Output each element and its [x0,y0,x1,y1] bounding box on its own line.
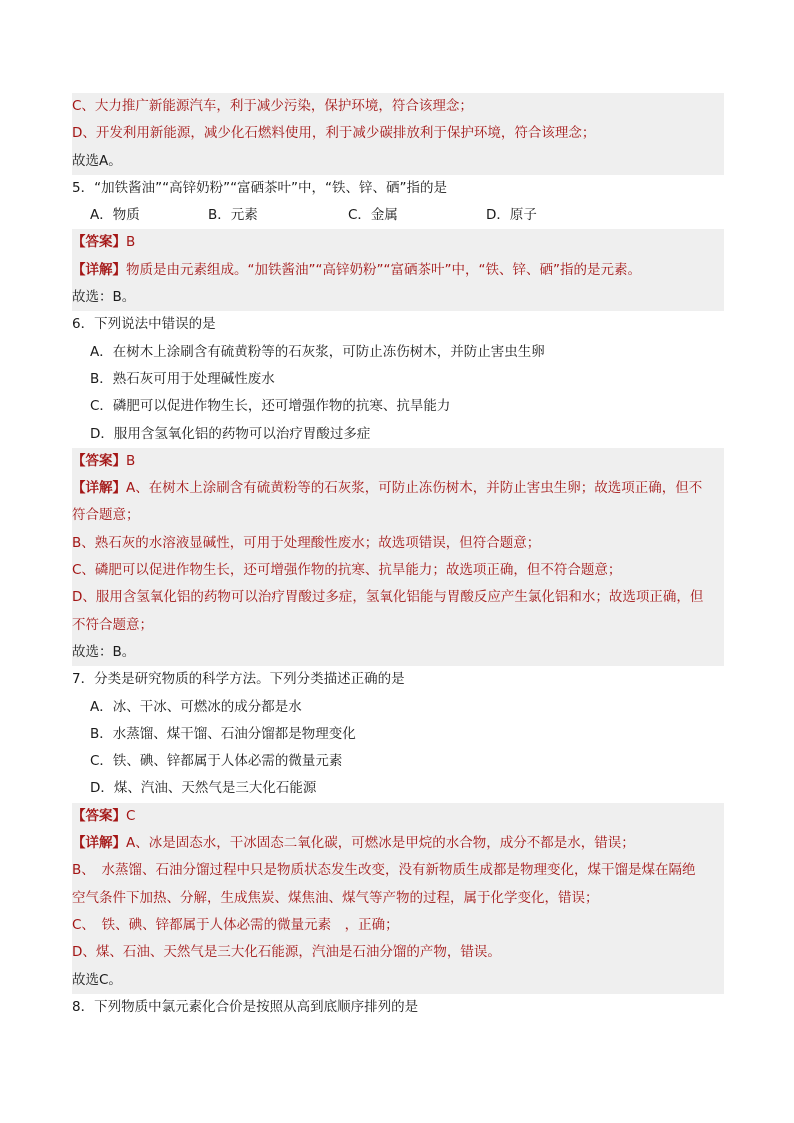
answer-tag: 【答案】 [72,807,126,824]
q6-conclusion: 故选：B。 [72,639,724,666]
q6-stem: 6．下列说法中错误的是 [72,316,216,333]
q6-option-b: B．熟石灰可用于处理碱性废水 [90,370,275,387]
q5-detail [72,257,724,284]
q7-detail-d: D、煤、石油、天然气是三大化石能源，汽油是石油分馏的产物，错误。 [72,939,724,966]
q6-answer [72,448,724,475]
q6-detail-a-text: A、在树木上涂刷含有硫黄粉等的石灰浆，可防止冻伤树木，并防止害虫生卵；故选项正确，但不 [126,480,703,497]
q6-detail-d: D、服用含氢氧化铝的药物可以治疗胃酸过多症，氢氧化铝能与胃酸反应产生氯化铝和水；故选项正确，但 [72,584,724,611]
q6-option-c: C．磷肥可以促进作物生长，还可增强作物的抗寒、抗旱能力 [90,398,451,415]
q6-detail-a [72,475,724,502]
answer-tag: 【答案】 [72,452,126,469]
q5-answer-value: B [126,234,136,251]
q5-stem: 5．“加铁酱油”“高锌奶粉”“富硒茶叶”中，“铁、锌、硒”指的是 [72,179,448,196]
q7-stem: 7．分类是研究物质的科学方法。下列分类描述正确的是 [72,671,405,688]
q7-option-d: D．煤、汽油、天然气是三大化石能源 [90,780,317,797]
detail-tag: 【详解】 [72,480,126,497]
q6-detail-d-cont: 不符合题意； [72,612,724,639]
document-page [72,93,724,1021]
detail-tag: 【详解】 [72,835,126,852]
answer-tag: 【答案】 [72,234,126,251]
q6-option-d: D．服用含氢氧化铝的药物可以治疗胃酸过多症 [90,425,371,442]
q6-detail-c: C、磷肥可以促进作物生长，还可增强作物的抗寒、抗旱能力；故选项正确，但不符合题意； [72,557,724,584]
q6-option-a: A．在树木上涂刷含有硫黄粉等的石灰浆，可防止冻伤树木，并防止害虫生卵 [90,343,545,360]
q5-option-a: A．物质 [90,207,140,224]
q5-detail-text: 物质是由元素组成。“加铁酱油”“高锌奶粉”“富硒茶叶”中，“铁、锌、硒”指的是元素。 [126,261,641,278]
q5-option-c: C．金属 [348,207,398,224]
q7-detail-c: C、 铁、碘、锌都属于人体必需的微量元素 ，正确； [72,912,724,939]
q7-detail-b-cont: 空气条件下加热、分解，生成焦炭、煤焦油、煤气等产物的过程，属于化学变化，错误； [72,885,724,912]
q6-detail-a-cont: 符合题意； [72,502,724,529]
q7-answer-value: C [126,807,136,824]
q7-option-b: B．水蒸馏、煤干馏、石油分馏都是物理变化 [90,725,356,742]
q7-option-a: A．冰、干冰、可燃冰的成分都是水 [90,698,302,715]
q6-detail-b: B、熟石灰的水溶液显碱性，可用于处理酸性废水；故选项错误，但符合题意； [72,530,724,557]
q7-conclusion: 故选C。 [72,967,724,994]
q7-detail-a [72,830,724,857]
q4-explanation-d: D、开发利用新能源，减少化石燃料使用，利于减少碳排放利于保护环境，符合该理念； [72,120,724,147]
q4-explanation-c: C、大力推广新能源汽车，利于减少污染，保护环境，符合该理念； [72,93,724,120]
q7-detail-b: B、 水蒸馏、石油分馏过程中只是物质状态发生改变，没有新物质生成都是物理变化，煤干馏是煤在隔绝 [72,857,724,884]
q5-options [72,202,724,229]
q5-option-d: D．原子 [486,207,537,224]
q6-answer-value: B [126,452,136,469]
q8-stem: 8．下列物质中氯元素化合价是按照从高到底顺序排列的是 [72,998,419,1015]
q7-answer [72,803,724,830]
q5-conclusion: 故选：B。 [72,284,724,311]
q5-option-b: B．元素 [208,207,258,224]
q7-option-c: C．铁、碘、锌都属于人体必需的微量元素 [90,753,343,770]
detail-tag: 【详解】 [72,261,126,278]
q4-conclusion: 故选A。 [72,148,724,175]
q7-detail-a-text: A、冰是固态水，干冰固态二氧化碳，可燃冰是甲烷的水合物，成分不都是水，错误； [126,835,635,852]
q5-answer [72,229,724,256]
